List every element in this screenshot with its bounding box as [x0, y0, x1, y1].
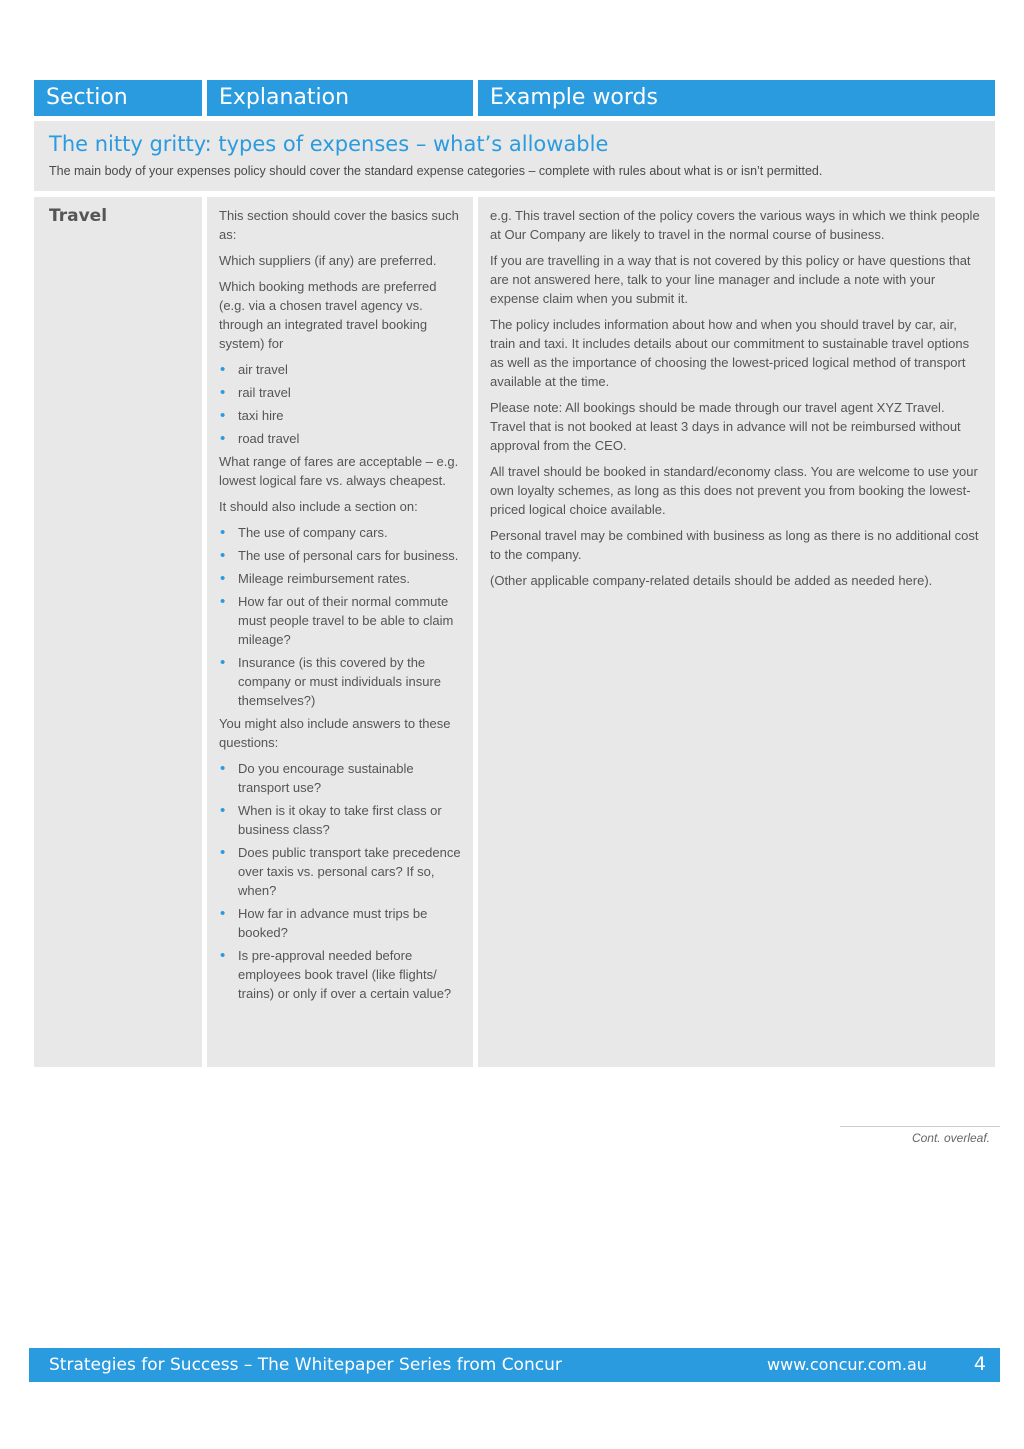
list-item-text: Do you encourage sustainable transport use?	[238, 761, 414, 795]
bullet-icon: •	[220, 593, 226, 610]
example-words-cell	[478, 197, 995, 1067]
explanation-paragraph: Which suppliers (if any) are preferred.	[219, 253, 437, 268]
example-paragraph: Please note: All bookings should be made through our travel agent XYZ Travel. Travel that is not booked at least 3 days in advance will not be reimbursed without approval from the CEO.	[490, 400, 961, 453]
list-item	[219, 360, 461, 379]
list-item	[219, 569, 461, 588]
example-paragraph: Personal travel may be combined with business as long as there is no additional cost to the company.	[490, 528, 979, 562]
continuation-note: Cont. overleaf.	[911, 1131, 990, 1145]
list-item-text: The use of company cars.	[238, 525, 388, 540]
list-item	[219, 759, 461, 797]
page-footer	[29, 1348, 1000, 1382]
list-item	[219, 653, 461, 710]
bullet-icon: •	[220, 905, 226, 922]
bullet-icon: •	[220, 654, 226, 671]
bullet-icon: •	[220, 361, 226, 378]
list-item	[219, 406, 461, 425]
explanation-paragraph: What range of fares are acceptable – e.g. lowest logical fare vs. always cheapest.	[219, 454, 459, 488]
column-header-explanation: Explanation	[207, 80, 473, 116]
list-item	[219, 801, 461, 839]
list-item	[219, 383, 461, 402]
list-item	[219, 546, 461, 565]
list-item	[219, 592, 461, 649]
example-paragraph: (Other applicable company-related details should be added as needed here).	[490, 573, 933, 588]
bullet-icon: •	[220, 570, 226, 587]
list-item	[219, 904, 461, 942]
list-item	[219, 523, 461, 542]
explanation-paragraph: You might also include answers to these questions:	[219, 716, 451, 750]
divider	[840, 1126, 1000, 1127]
footer-series-title: Strategies for Success – The Whitepaper Series from Concur	[49, 1355, 562, 1375]
list-item-text: Mileage reimbursement rates.	[238, 571, 410, 586]
section-title: Travel	[49, 206, 108, 226]
example-paragraph: If you are travelling in a way that is not covered by this policy or have questions that are not answered here, talk to your line manager and include a note with your expense claim when you submit it.	[490, 253, 971, 306]
list-item-text: taxi hire	[238, 408, 284, 423]
list-item-text: The use of personal cars for business.	[238, 548, 459, 563]
column-header-example-words: Example words	[478, 80, 995, 116]
example-paragraph: e.g. This travel section of the policy covers the various ways in which we think people at Our Company are likely to travel in the normal course of business.	[490, 208, 980, 242]
list-item-text: Insurance (is this covered by the company or must individuals insure themselves?)	[238, 655, 442, 708]
list-item-text: How far out of their normal commute must people travel to be able to claim mileage?	[238, 594, 454, 647]
list-item-text: When is it okay to take first class or business class?	[238, 803, 442, 837]
list-item	[219, 946, 461, 1003]
transport-mode-list	[219, 360, 461, 448]
explanation-paragraph: This section should cover the basics such as:	[219, 208, 459, 242]
example-paragraph: All travel should be booked in standard/economy class. You are welcome to use your own loyalty schemes, as long as this does not prevent you from booking the lowest-priced logical choice available.	[490, 464, 978, 517]
page-number: 4	[973, 1353, 986, 1375]
bullet-icon: •	[220, 947, 226, 964]
bullet-icon: •	[220, 384, 226, 401]
list-item-text: How far in advance must trips be booked?	[238, 906, 428, 940]
example-paragraph: The policy includes information about how and when you should travel by car, air, train and taxi. It includes details about our commitment to sustainable travel options as well as the importance of choosing the lowest-priced logical method of transport available at the time.	[490, 317, 970, 389]
list-item-text: Does public transport take precedence over taxis vs. personal cars? If so, when?	[238, 845, 461, 898]
bullet-icon: •	[220, 524, 226, 541]
intro-band	[34, 121, 995, 191]
list-item-text: road travel	[238, 431, 300, 446]
bullet-icon: •	[220, 760, 226, 777]
explanation-paragraph: It should also include a section on:	[219, 499, 418, 514]
car-topics-list	[219, 523, 461, 710]
bullet-icon: •	[220, 547, 226, 564]
list-item-text: Is pre-approval needed before employees book travel (like flights/ trains) or only if over a certain value?	[238, 948, 452, 1001]
intro-title: The nitty gritty: types of expenses – what’s allowable	[49, 132, 609, 156]
list-item-text: air travel	[238, 362, 288, 377]
questions-list	[219, 759, 461, 1003]
list-item	[219, 429, 461, 448]
intro-text: The main body of your expenses policy should cover the standard expense categories – complete with rules about what is or isn’t permitted.	[49, 164, 823, 178]
bullet-icon: •	[220, 844, 226, 861]
list-item-text: rail travel	[238, 385, 291, 400]
section-cell	[34, 197, 202, 1067]
bullet-icon: •	[220, 430, 226, 447]
bullet-icon: •	[220, 802, 226, 819]
bullet-icon: •	[220, 407, 226, 424]
explanation-paragraph: Which booking methods are preferred (e.g. via a chosen travel agency vs. through an integrated travel booking system) for	[219, 279, 437, 351]
explanation-cell	[207, 197, 473, 1067]
footer-website-link[interactable]: www.concur.com.au	[767, 1355, 927, 1374]
list-item	[219, 843, 461, 900]
column-header-section: Section	[34, 80, 202, 116]
